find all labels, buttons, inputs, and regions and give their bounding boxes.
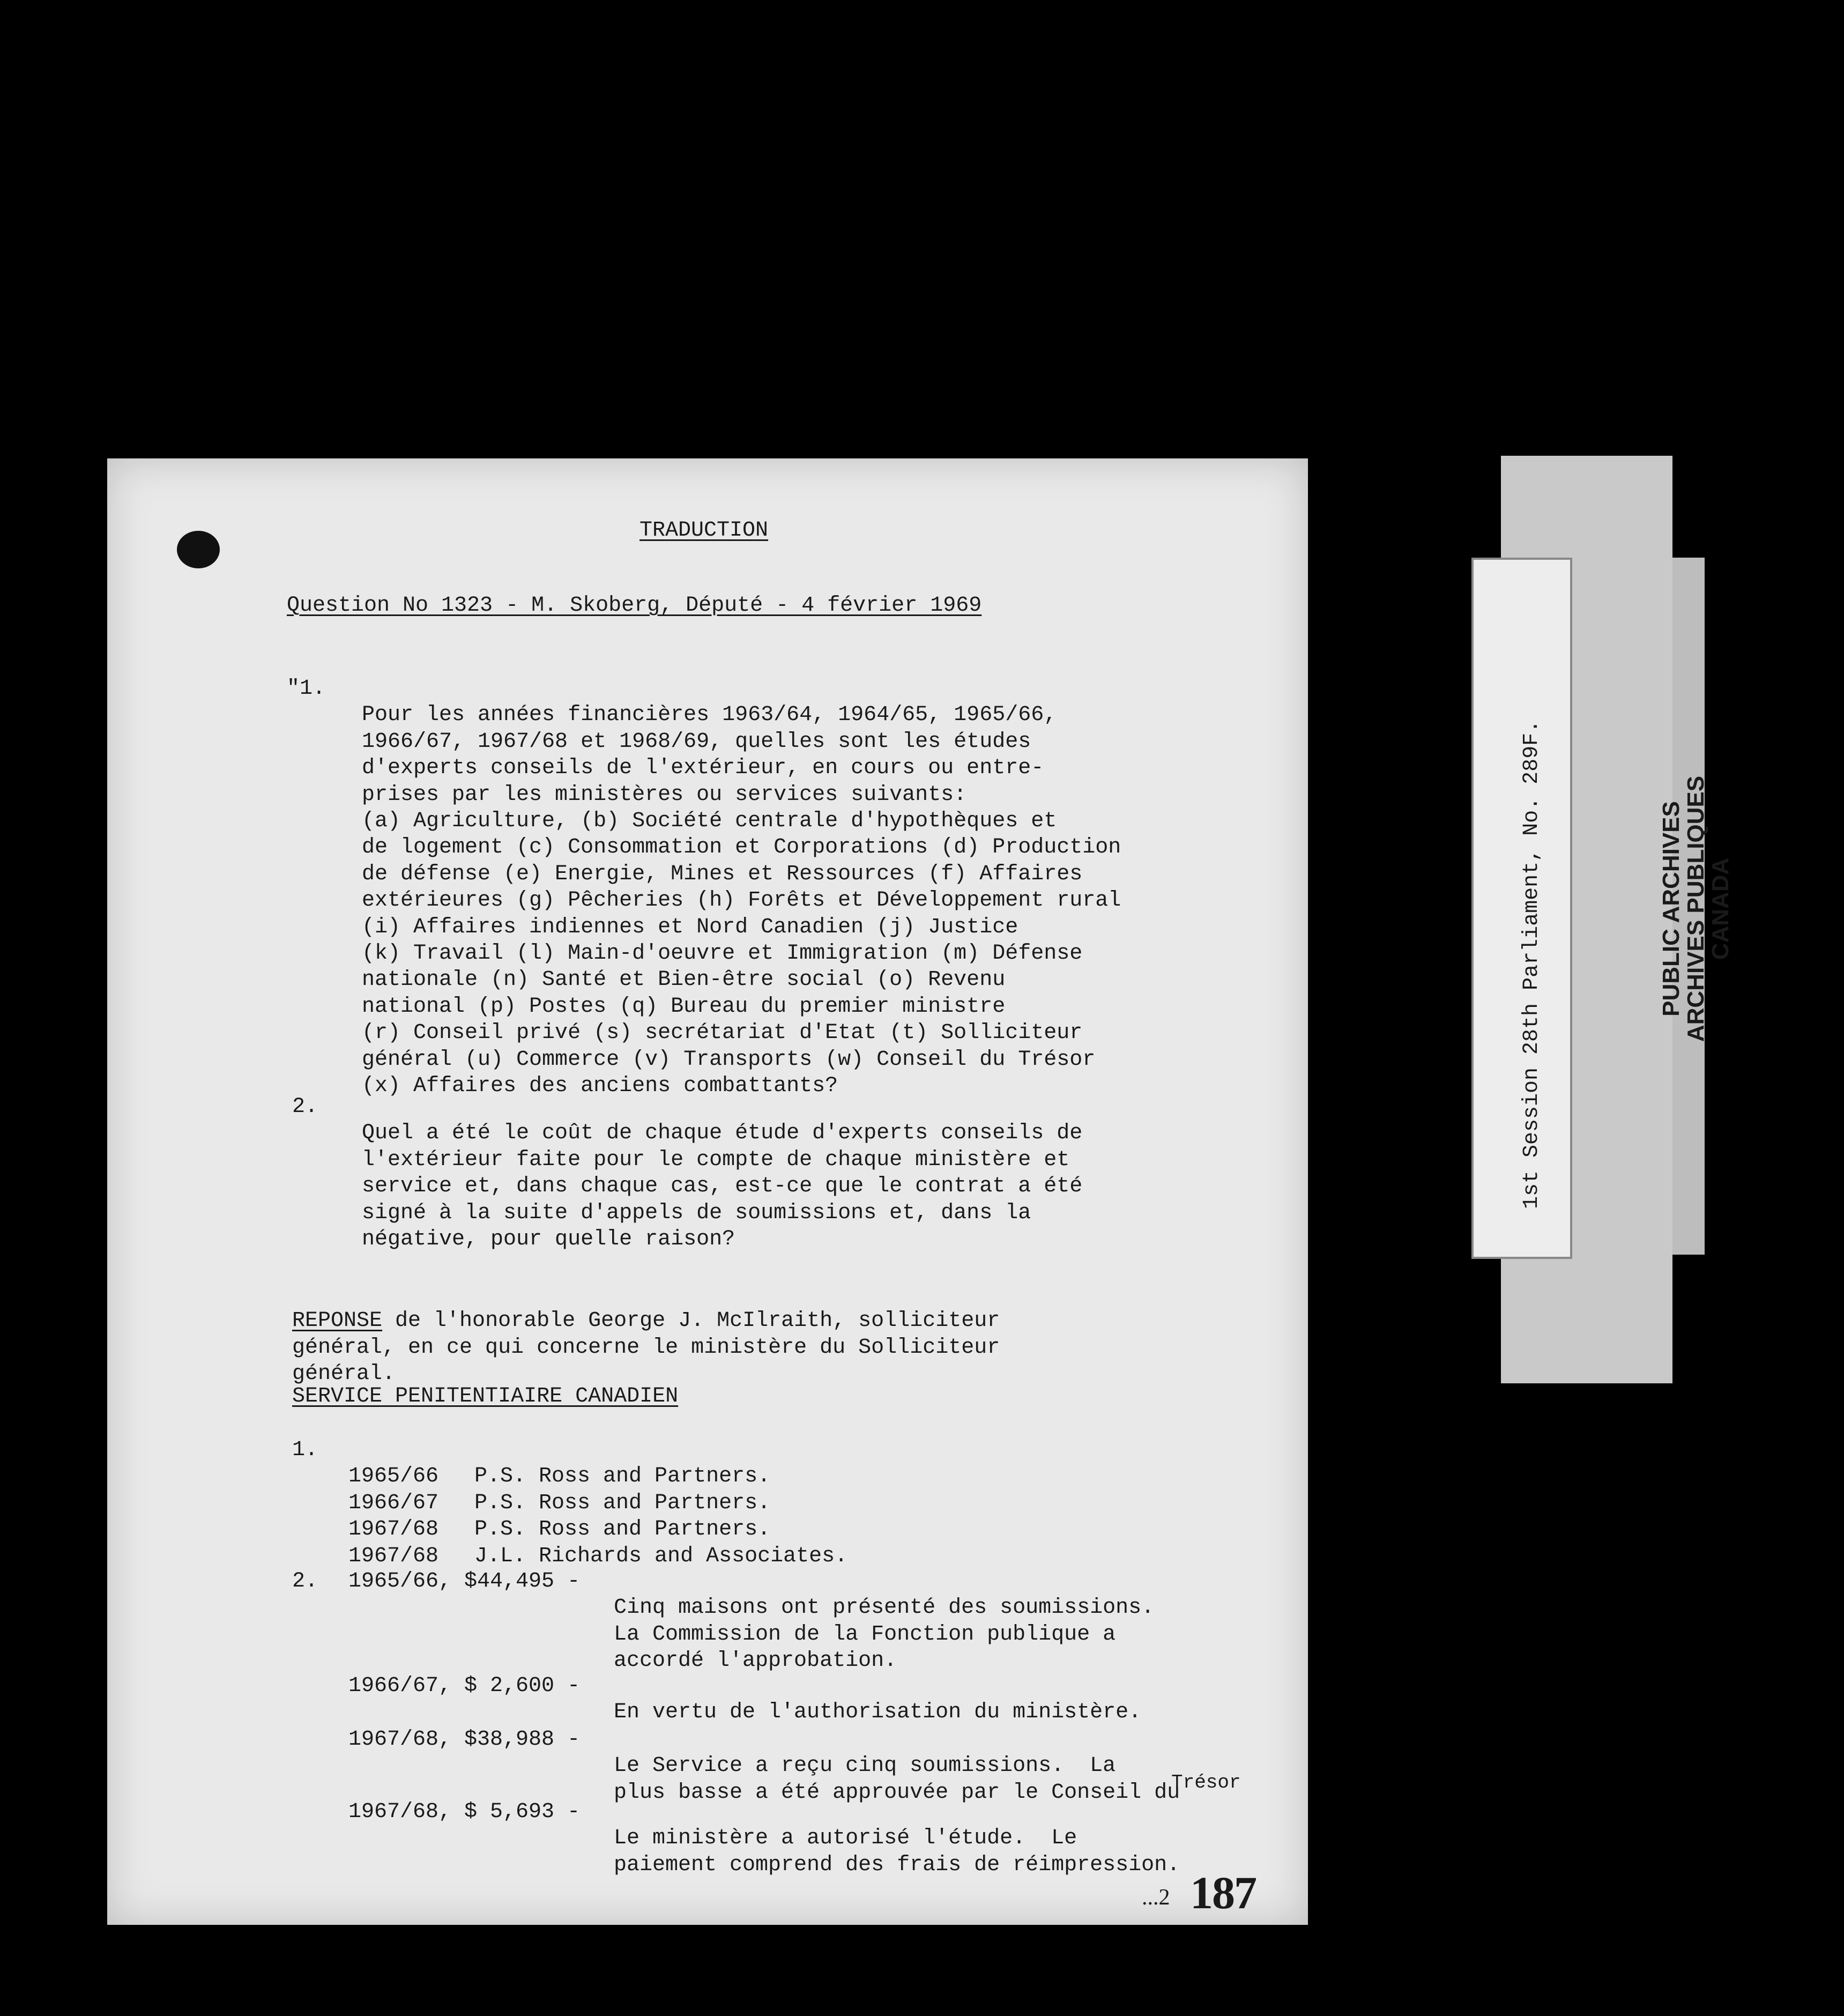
section-heading: SERVICE PENITENTIAIRE CANADIEN xyxy=(292,1384,679,1409)
part-2-row-3-text: Le Service a reçu cinq soumissions. La plus basse a été approuvée par le Conseil du xyxy=(614,1754,1180,1805)
item-2-number: 2. xyxy=(292,1095,318,1119)
part-1-number: 1. xyxy=(292,1438,318,1462)
part-2-row-4-amount: 1967/68, $ 5,693 - xyxy=(348,1800,581,1824)
continuation-marker: ...2 xyxy=(1142,1885,1170,1910)
page-title: TRADUCTION xyxy=(640,518,769,543)
part-1-firms: P.S. Ross and Partners. P.S. Ross and Partners. P.S. Ross and Partners. J.L. Richards and Associates. xyxy=(474,1464,848,1568)
part-1-years: 1965/66 1966/67 1967/68 1967/68 xyxy=(348,1464,439,1568)
part-2-row-2-amount: 1966/67, $ 2,600 - xyxy=(348,1674,581,1698)
reponse-label: REPONSE xyxy=(292,1309,383,1333)
session-label: 1st Session 28th Parliament, No. 289F. xyxy=(1520,720,1544,1209)
part-2-row-1-text: Cinq maisons ont présenté des soumissions. La Commission de la Fonction publique a accordé l'approbation. xyxy=(614,1596,1155,1673)
part-2-row-4-text: Le ministère a autorisé l'étude. Le paiement comprend des frais de réimpression. xyxy=(614,1826,1180,1877)
archives-stamp: PUBLIC ARCHIVES ARCHIVES PUBLIQUES CANADA xyxy=(1658,775,1734,1042)
page-number-stamp: 187 xyxy=(1190,1867,1256,1918)
document-page xyxy=(107,458,1308,1925)
part-2-row-3-overflow: Trésor xyxy=(1171,1772,1241,1793)
part-2-row-1-amount: 1965/66, $44,495 - xyxy=(348,1569,581,1593)
item-1-text: Pour les années financières 1963/64, 1964/65, 1965/66, 1966/67, 1967/68 et 1968/69, quelles sont les études d'experts conseils de l'extérieur, en cours ou entre- prises par les ministères ou services suivants: (a) Agriculture, (b) Société centrale d'hypothèques et de logement (c) Consommation et Corporations (d) Production de défense (e) Energie, Mines et Ressources (f) Affaires extérieures (g) Pêcheries (h) Forêts et Développement rural (i) Affaires indiennes et Nord Canadien (j) Justice (k) Travail (l) Main-d'oeuvre et Immigration (m) Défense nationale (n) Santé et Bien-être social (o) Revenu national (p) Postes (q) Bureau du premier ministre (r) Conseil privé (s) secrétariat d'Etat (t) Solliciteur général (u) Commerce (v) Transports (w) Conseil du Trésor (x) Affaires des anciens combattants? xyxy=(362,703,1121,1099)
punch-hole xyxy=(177,531,220,568)
item-2-text: Quel a été le coût de chaque étude d'experts conseils de l'extérieur faite pour le compte de chaque ministère et service et, dans chaque cas, est-ce que le contrat a été signé à la suite d'appels de soumissions et, dans la négative, pour quelle raison? xyxy=(362,1121,1083,1252)
part-2-row-3-amount: 1967/68, $38,988 - xyxy=(348,1728,581,1752)
part-2-row-2-text: En vertu de l'authorisation du ministère. xyxy=(614,1700,1142,1725)
part-2-number: 2. xyxy=(292,1569,318,1593)
question-heading: Question No 1323 - M. Skoberg, Député - 4 février 1969 xyxy=(287,594,982,618)
item-1-number: "1. xyxy=(287,677,326,701)
reponse-paragraph: REPONSE de l'honorable George J. McIlraith, solliciteur général, en ce qui concerne le ministère du Solliciteur général. xyxy=(292,1309,1000,1387)
